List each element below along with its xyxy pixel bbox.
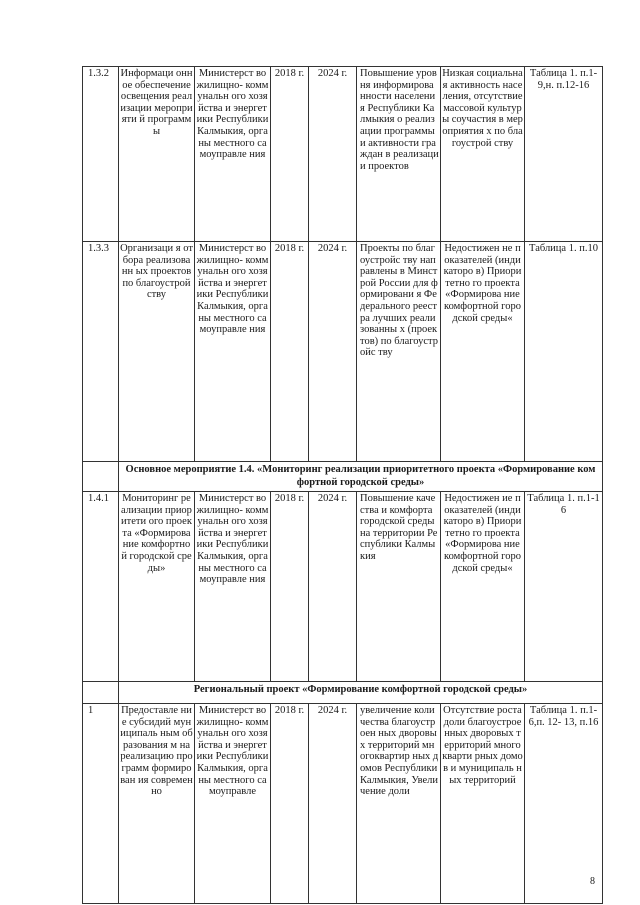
start-year-cell bbox=[271, 242, 309, 462]
expected-result: Повышение уровня информирова нности населения Республики Калмыкия о реализации программы и активности граждан в реализации проектов bbox=[360, 68, 439, 172]
end-year-cell bbox=[309, 242, 357, 462]
end-year: 2024 г. bbox=[317, 493, 348, 504]
risk-consequence: Низкая социальная активность населения, отсутствие массовой культуры соучастия в мероприятия х по благоустрой ству bbox=[442, 68, 523, 149]
table-row bbox=[83, 67, 603, 242]
start-year: 2018 г. bbox=[274, 68, 305, 79]
executor-cell bbox=[195, 492, 271, 682]
indicator-reference: Таблица 1. п.10 bbox=[529, 243, 598, 254]
expected-result-cell bbox=[357, 492, 441, 682]
section-title: Основное мероприятие 1.4. «Мониторинг реализации приоритетного проекта «Формирование комфортной городской среды» bbox=[119, 462, 603, 492]
start-year-cell bbox=[271, 704, 309, 904]
table-row bbox=[83, 492, 603, 682]
section-row bbox=[83, 462, 603, 492]
row-number: 1.3.2 bbox=[88, 68, 109, 79]
measure-name-cell bbox=[119, 492, 195, 682]
section-number-cell bbox=[83, 462, 119, 492]
measure-name: Мониторинг реализации приоритети ого проекта «Формирова ние комфортной городской среды» bbox=[121, 493, 192, 574]
executor: Министерст во жилищно- коммунальн ого хозяйства и энергетики Республики Калмыкия, органы местного самоуправле ния bbox=[196, 68, 269, 161]
table-row bbox=[83, 242, 603, 462]
end-year-cell bbox=[309, 704, 357, 904]
end-year-cell bbox=[309, 492, 357, 682]
start-year: 2018 г. bbox=[274, 705, 305, 716]
row-number: 1.4.1 bbox=[88, 493, 109, 504]
end-year: 2024 г. bbox=[317, 243, 348, 254]
risk-consequence-cell bbox=[441, 492, 525, 682]
measure-name-cell bbox=[119, 242, 195, 462]
section-row bbox=[83, 682, 603, 704]
executor: Министерст во жилищно- коммунальн ого хозяйства и энергетики Республики Калмыкия, органы местного самоуправле bbox=[196, 705, 269, 798]
risk-consequence-cell bbox=[441, 67, 525, 242]
risk-consequence: Отсутствие роста доли благоустрое нных дворовых территорий многокварти рных домов и муниципаль ных территорий bbox=[442, 705, 523, 786]
risk-consequence-cell bbox=[441, 242, 525, 462]
expected-result-cell bbox=[357, 242, 441, 462]
indicator-reference: Таблица 1. п.1-9,н. п.12-16 bbox=[529, 68, 598, 91]
row-number-cell bbox=[83, 242, 119, 462]
expected-result: Повышение качества и комфорта городской среды на территории Республики Калмыкия bbox=[360, 493, 438, 562]
row-number-cell bbox=[83, 67, 119, 242]
measure-name-cell bbox=[119, 67, 195, 242]
risk-consequence: Недостижен не показателей (индикаторо в) Приоритетно го проекта «Формирова ние комфортной городской среды« bbox=[443, 243, 522, 324]
risk-consequence-cell bbox=[441, 704, 525, 904]
measure-name-cell bbox=[119, 704, 195, 904]
indicator-reference-cell bbox=[525, 67, 603, 242]
indicator-reference: Таблица 1. п.1-6,п. 12- 13, п.16 bbox=[528, 705, 599, 728]
indicator-reference: Таблица 1. п.1-16 bbox=[527, 493, 600, 516]
row-number-cell bbox=[83, 704, 119, 904]
end-year: 2024 г. bbox=[317, 705, 348, 716]
indicator-reference-cell bbox=[525, 492, 603, 682]
executor-cell bbox=[195, 67, 271, 242]
row-number-cell bbox=[83, 492, 119, 682]
executor: Министерст во жилищно- коммунальн ого хозяйства и энергетики Республики Калмыкия, органы местного самоуправле ния bbox=[196, 493, 269, 586]
measures-table bbox=[82, 66, 603, 904]
start-year: 2018 г. bbox=[274, 243, 305, 254]
section-title: Региональный проект «Формирование комфортной городской среды» bbox=[119, 682, 603, 704]
start-year: 2018 г. bbox=[274, 493, 305, 504]
expected-result-cell bbox=[357, 704, 441, 904]
start-year-cell bbox=[271, 492, 309, 682]
expected-result: Проекты по благоустройс тву направлены в Минстрой России для формировани я Федерального реестра лучших реализованны х (проектов) по благоустройс тву bbox=[360, 243, 439, 359]
row-number: 1.3.3 bbox=[88, 243, 109, 254]
row-number: 1 bbox=[88, 705, 94, 716]
page-number: 8 bbox=[590, 876, 595, 887]
measure-name: Информаци онное обеспечение освещения реализации мероприяти й программы bbox=[120, 68, 193, 137]
start-year-cell bbox=[271, 67, 309, 242]
risk-consequence: Недостижен ие показателей (индикаторо в) Приоритетно го проекта «Формирова ние комфортной городской среды« bbox=[443, 493, 522, 574]
executor-cell bbox=[195, 704, 271, 904]
executor-cell bbox=[195, 242, 271, 462]
expected-result: увеличение количества благоустроен ных дворовых территорий многоквартир ных домов Республики Калмыкия, Увеличение доли bbox=[360, 705, 439, 798]
executor: Министерст во жилищно- коммунальн ого хозяйства и энергетики Республики Калмыкия, органы местного самоуправле ния bbox=[196, 243, 269, 336]
end-year-cell bbox=[309, 67, 357, 242]
expected-result-cell bbox=[357, 67, 441, 242]
measure-name: Предоставле ние субсидий муниципаль ным образования м на реализацию программ формирован ия современно bbox=[120, 705, 193, 798]
section-number-cell bbox=[83, 682, 119, 704]
measure-name: Организаци я отбора реализованн ых проектов по благоустрой ству bbox=[120, 243, 193, 301]
table-row bbox=[83, 704, 603, 904]
indicator-reference-cell bbox=[525, 704, 603, 904]
end-year: 2024 г. bbox=[317, 68, 348, 79]
indicator-reference-cell bbox=[525, 242, 603, 462]
